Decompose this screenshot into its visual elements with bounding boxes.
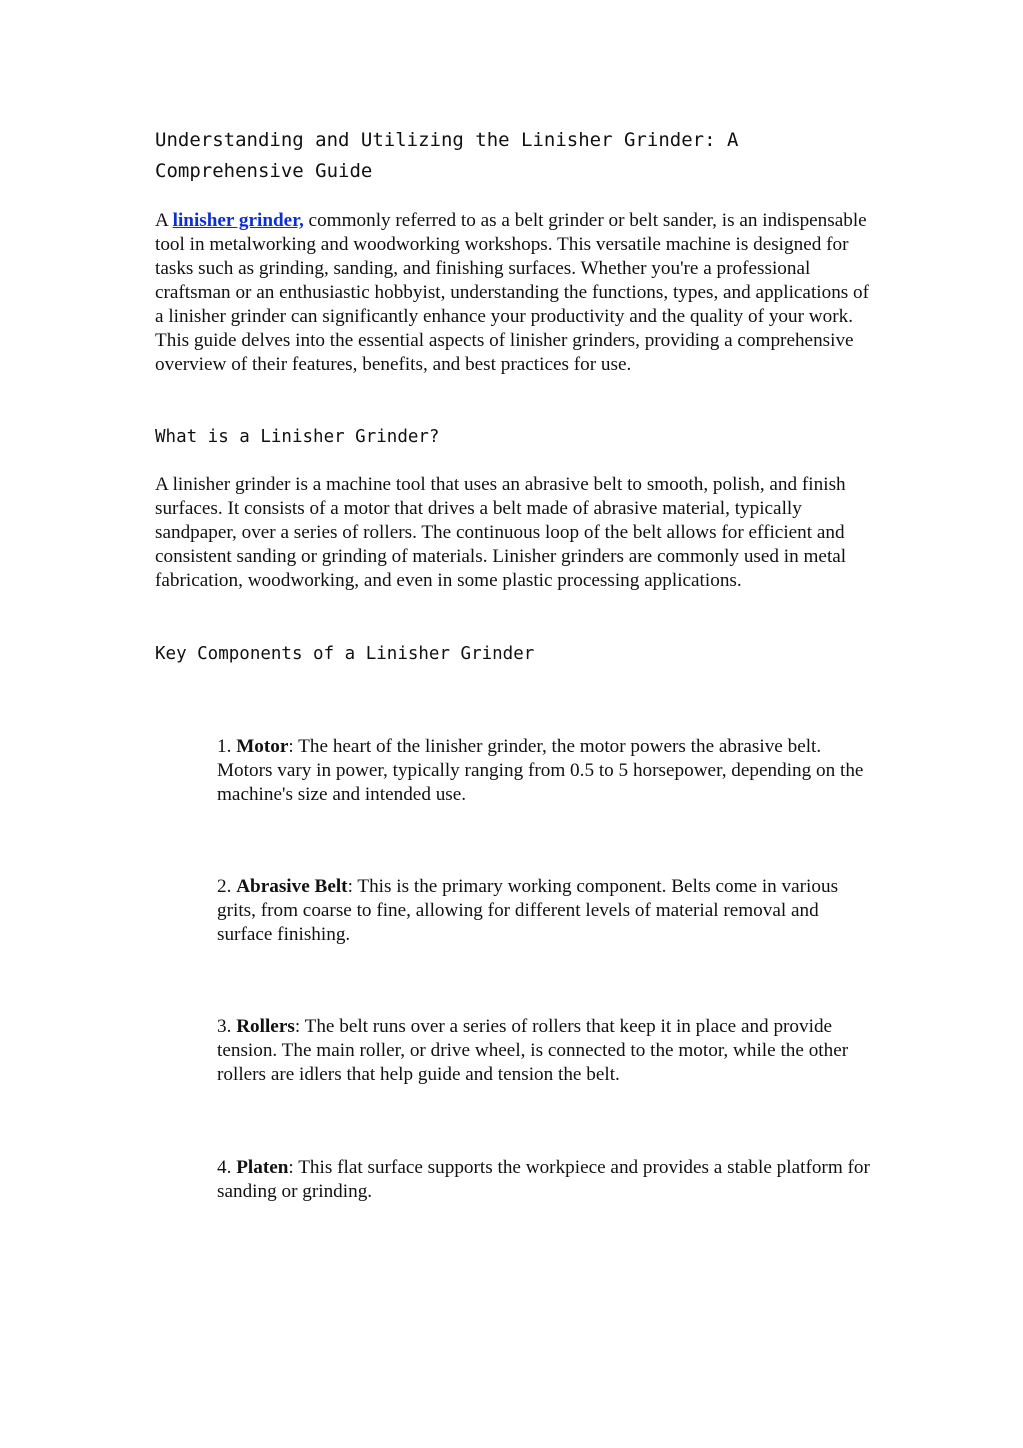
- list-item-term: Platen: [236, 1157, 289, 1178]
- section-body-what-is: A linisher grinder is a machine tool that uses an abrasive belt to smooth, polish, and finish surfaces. It consists of a motor that drives a belt made of abrasive material, typically sandpaper, over a series of rollers. The continuous loop of the belt allows for efficient and consistent sanding or grinding of materials. Linisher grinders are commonly used in metal fabrication, woodworking, and even in some plastic processing applications.: [155, 474, 847, 591]
- list-item: [217, 1156, 877, 1204]
- list-item: [217, 1015, 877, 1087]
- intro-paragraph: [155, 209, 875, 377]
- intro-body: commonly referred to as a belt grinder or belt sander, is an indispensable tool in metalworking and woodworking workshops. This versatile machine is designed for tasks such as grinding, sanding, and finishing surfaces. Whether you're a professional craftsman or an enthusiastic hobbyist, understanding the functions, types, and applications of a linisher grinder can significantly enhance your productivity and the quality of your work. This guide delves into the essential aspects of linisher grinders, providing a comprehensive overview of their features, benefits, and best practices for use.: [155, 210, 870, 375]
- list-item-text: : The belt runs over a series of rollers that keep it in place and provide tension. The main roller, or drive wheel, is connected to the motor, while the other rollers are idlers that help guide and tension the belt.: [217, 1016, 849, 1085]
- list-item-term: Abrasive Belt: [236, 876, 348, 897]
- list-item-number: 3.: [217, 1016, 237, 1037]
- list-item-number: 2.: [217, 876, 237, 897]
- list-item-text: : This flat surface supports the workpiece and provides a stable platform for sanding or grinding.: [217, 1157, 870, 1202]
- list-item-term: Motor: [236, 736, 289, 757]
- list-item: [217, 735, 877, 807]
- list-item: [217, 875, 877, 947]
- section-heading-key-components: Key Components of a Linisher Grinder: [155, 644, 535, 664]
- list-item-term: Rollers: [236, 1016, 295, 1037]
- list-item-number: 4.: [217, 1157, 237, 1178]
- intro-prefix: A: [155, 210, 173, 231]
- linisher-grinder-link[interactable]: linisher grinder,: [172, 210, 304, 231]
- page-title: Understanding and Utilizing the Linisher Grinder: A Comprehensive Guide: [155, 129, 739, 182]
- list-item-number: 1.: [217, 736, 237, 757]
- section-heading-what-is: What is a Linisher Grinder?: [155, 427, 440, 447]
- list-item-text: : This is the primary working component. Belts come in various grits, from coarse to fine, allowing for different levels of material removal and surface finishing.: [217, 876, 839, 945]
- list-item-text: : The heart of the linisher grinder, the motor powers the abrasive belt. Motors vary in power, typically ranging from 0.5 to 5 horsepower, depending on the machine's size and intended use.: [217, 736, 864, 805]
